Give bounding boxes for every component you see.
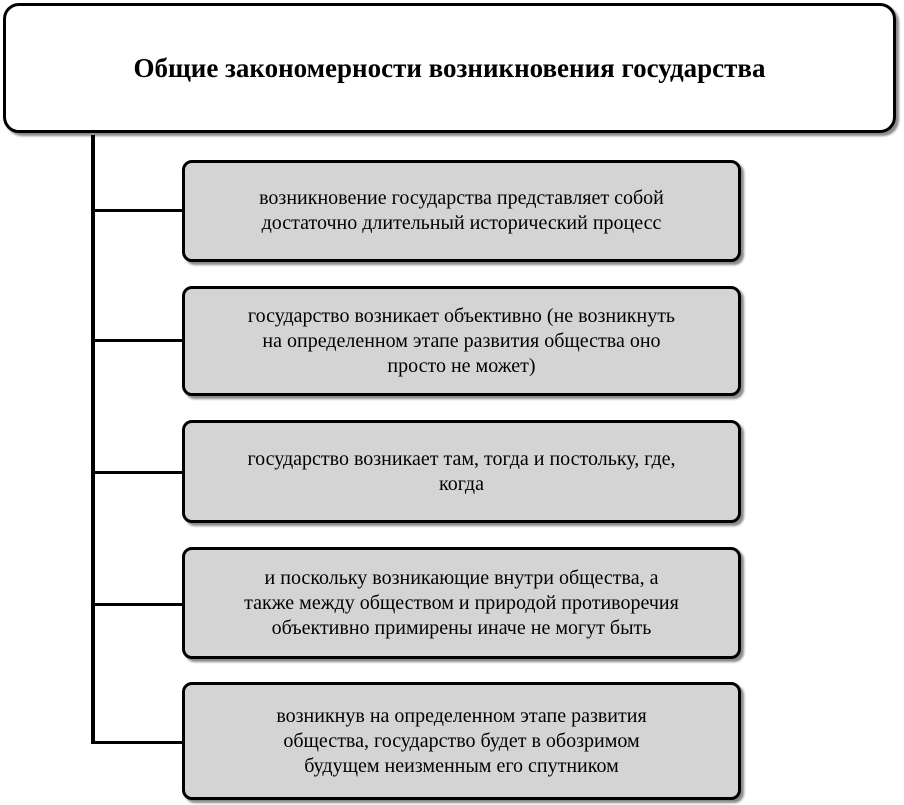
item-5-line-3: будущем неизменным его спутником [304,754,619,777]
item-4-line-1: и поскольку возникающие внутри общества, а [264,566,659,589]
item-3-line-1: государство возникает там, тогда и постольку, где, [247,447,676,470]
item-box-2 [182,286,741,396]
item-4-line-3: объективно примирены иначе не могут быть [271,616,652,639]
item-text-1 [259,186,664,236]
item-2-line-2: на определенном этапе развития общества оно [262,329,661,352]
item-text-5 [276,704,646,779]
item-4-line-2: также между обществом и природой противоречия [244,591,679,614]
item-text-4 [244,566,679,641]
item-2-line-3: просто не может) [387,354,536,377]
connector-branch-4 [91,603,184,606]
item-box-3 [182,420,741,523]
item-5-line-2: общества, государство будет в обозримом [283,729,640,752]
diagram-title: Общие закономерности возникновения государства [133,52,766,83]
item-5-line-1: возникнув на определенном этапе развития [276,704,647,727]
item-2-line-1: государство возникает объективно (не возникнуть [247,304,676,327]
item-1-line-2: достаточно длительный исторический процесс [261,212,662,234]
connector-branch-2 [91,339,184,342]
item-1-line-1: возникновение государства представляет собой [259,187,664,209]
item-box-4 [182,547,741,659]
item-text-2 [248,304,675,379]
item-box-5 [182,682,741,800]
item-box-1 [182,160,741,262]
connector-branch-3 [91,471,184,474]
connector-branch-1 [91,209,184,212]
diagram-title-box [3,3,896,133]
item-text-3 [247,447,675,497]
connector-spine [91,135,95,744]
connector-branch-5 [91,741,184,744]
item-3-line-2: когда [439,472,484,495]
